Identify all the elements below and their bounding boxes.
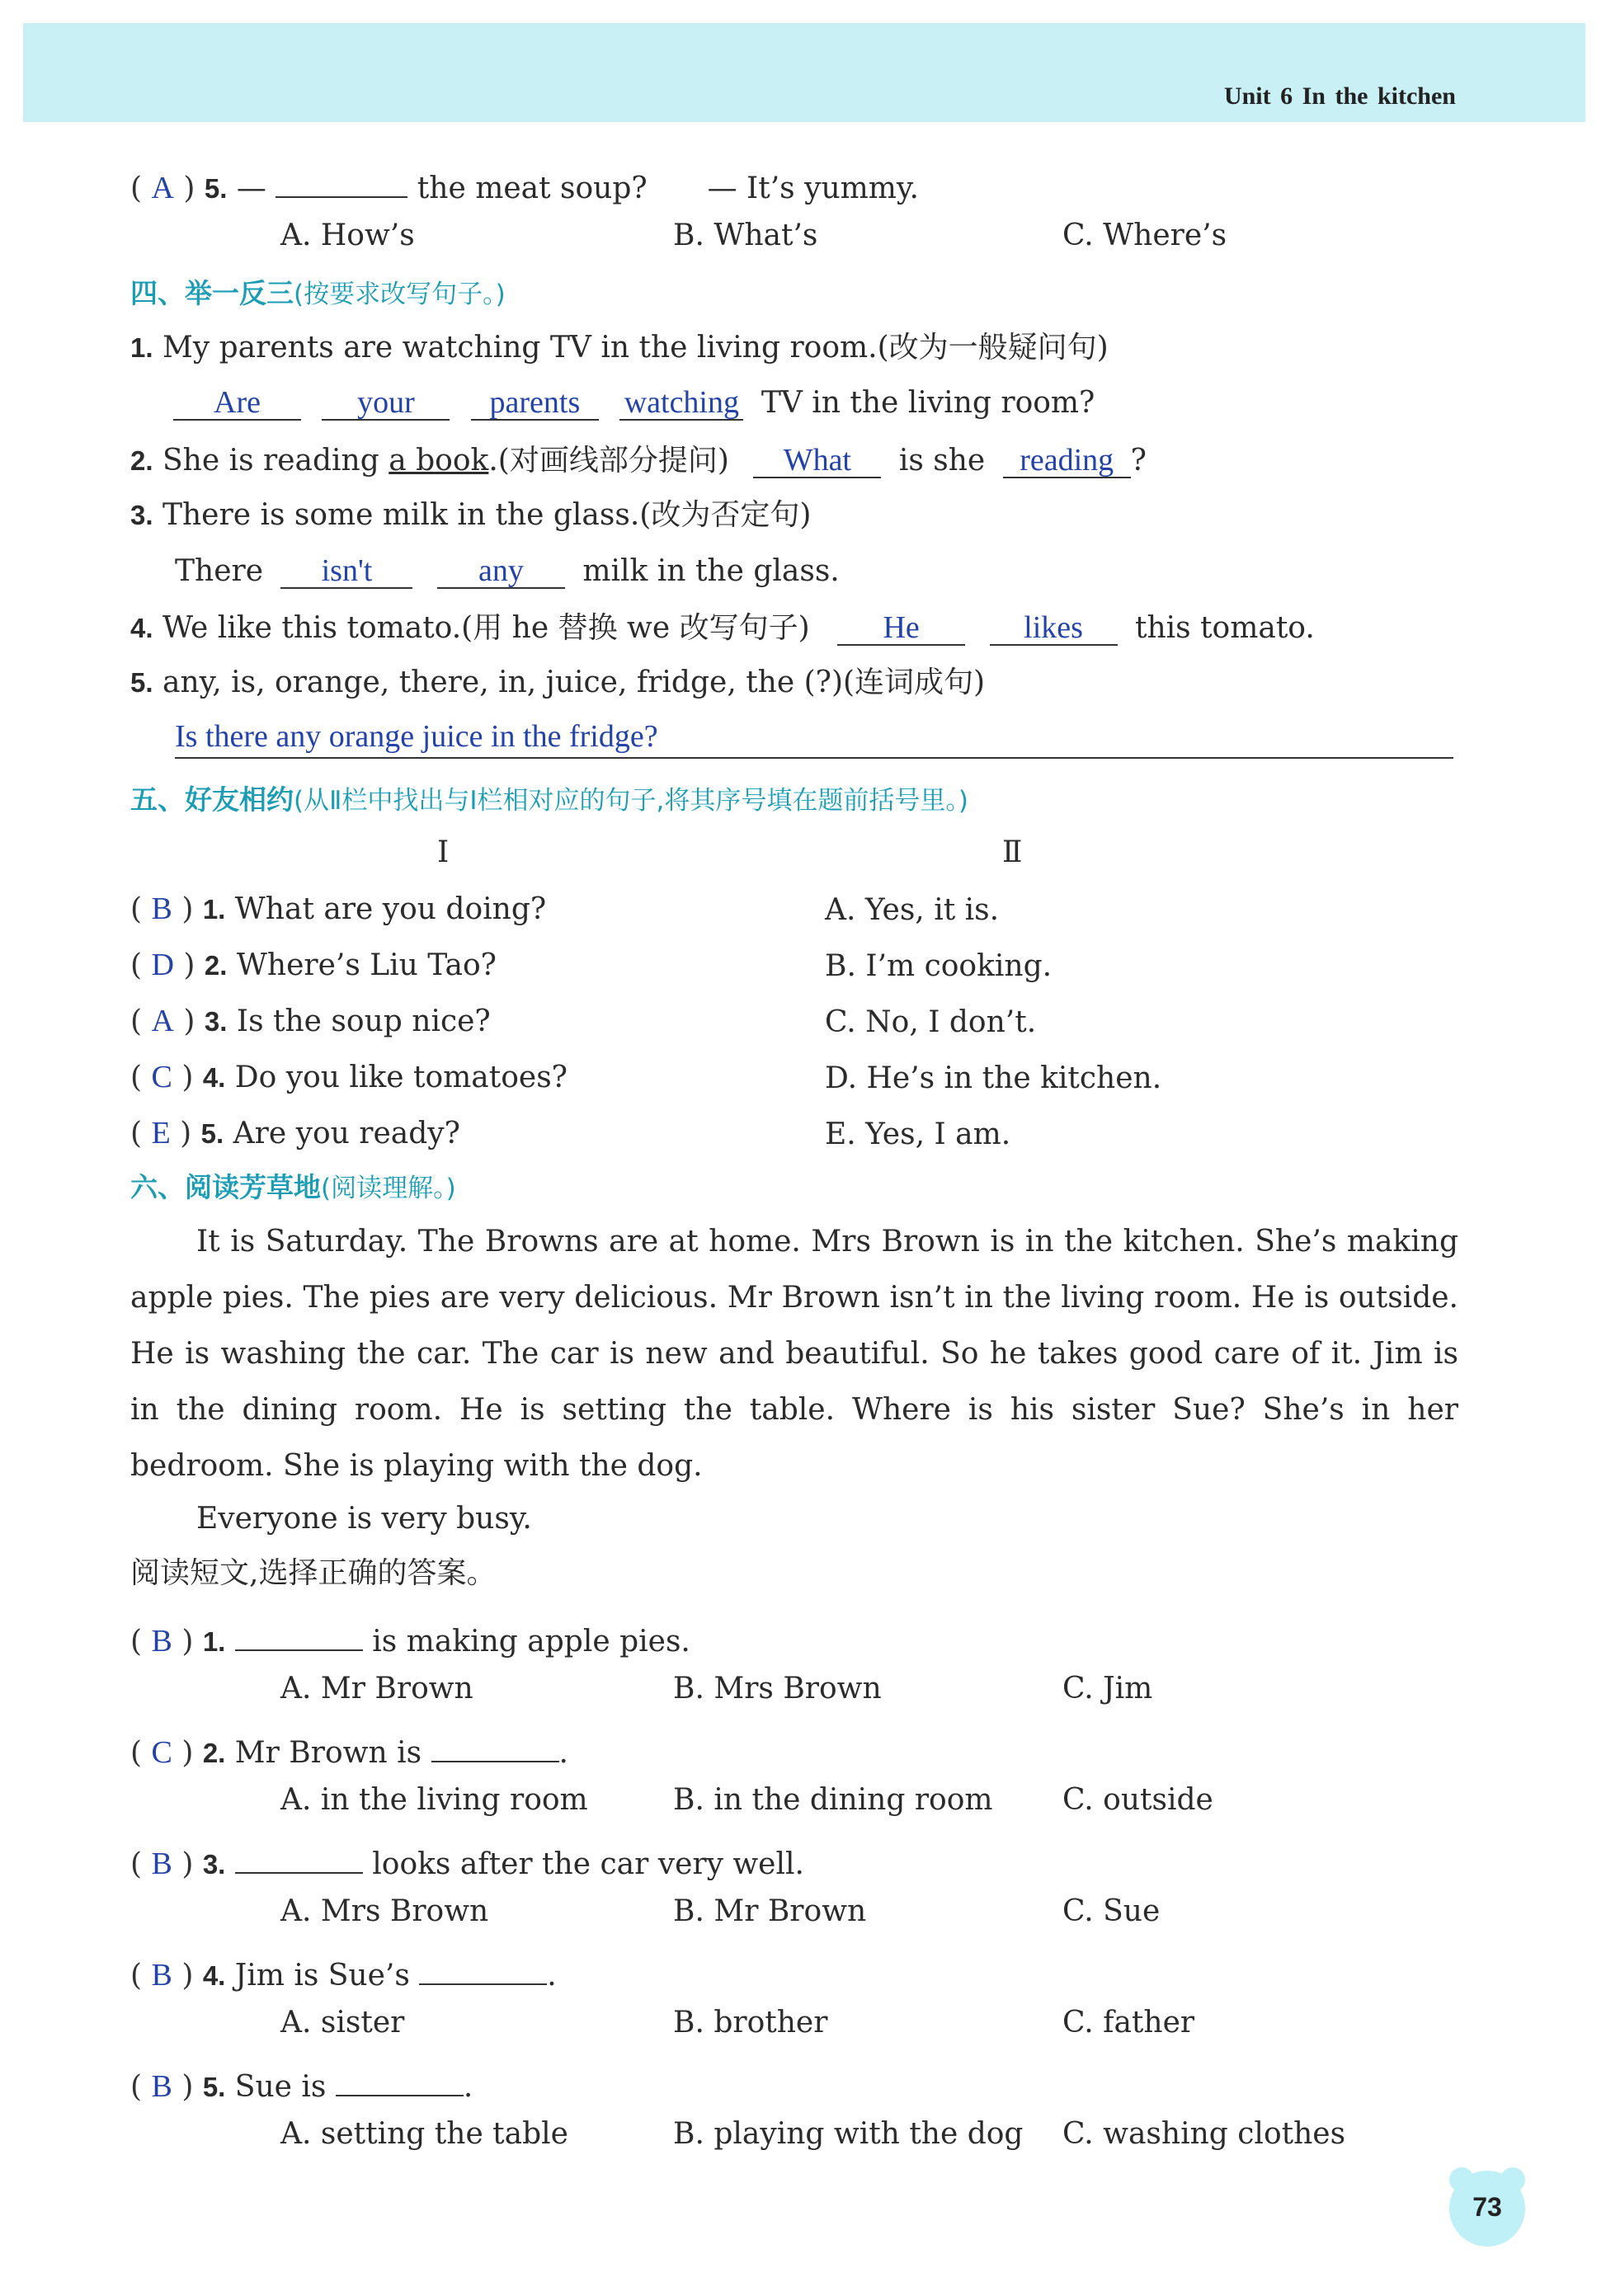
- reading-question-3: ( B ) 3. looks after the car very well.: [130, 1839, 804, 1880]
- match-row: ( C ) 4. Do you like tomatoes?: [130, 1060, 568, 1094]
- answer-letter: B: [151, 1624, 172, 1658]
- option-a[interactable]: A. sister: [280, 2006, 405, 2040]
- answer-letter: C: [151, 1735, 172, 1770]
- option-a[interactable]: A. Mr Brown: [280, 1672, 473, 1706]
- sec4-item-2: [130, 444, 1147, 478]
- question-text: is she: [898, 444, 986, 478]
- question-text: Sue is: [234, 2070, 327, 2104]
- section-subtitle: (阅读理解。): [321, 1174, 456, 1203]
- answer-blank[interactable]: your: [322, 386, 450, 421]
- option-a[interactable]: A. Mrs Brown: [280, 1894, 489, 1928]
- question-text: We like this tomato.(用 he 替换 we 改写句子): [162, 611, 810, 645]
- question-number: 3.: [130, 500, 153, 530]
- sec4-item-3-answer: [175, 554, 840, 589]
- question-number: 5.: [202, 2072, 226, 2102]
- answer-blank[interactable]: watching: [619, 386, 743, 421]
- match-row: ( E ) 5. Are you ready?: [130, 1116, 460, 1150]
- answer-blank[interactable]: What: [753, 444, 881, 478]
- fill-blank[interactable]: [336, 2062, 464, 2096]
- question-text: She is reading: [162, 444, 389, 478]
- sec4-item-5: [130, 668, 985, 698]
- question-text: There: [175, 554, 264, 588]
- answer-letter: C: [151, 1060, 172, 1094]
- question-text: Where’s Liu Tao?: [236, 948, 497, 982]
- question-text: looks after the car very well.: [372, 1847, 804, 1881]
- option-b[interactable]: B. in the dining room: [673, 1783, 993, 1817]
- option-a[interactable]: A. in the living room: [280, 1783, 588, 1817]
- match-option: C. No, I don’t.: [825, 1005, 1037, 1039]
- answer-blank[interactable]: likes: [990, 611, 1118, 646]
- question-text: Is the soup nice?: [236, 1004, 491, 1038]
- underlined-phrase: a book: [389, 444, 489, 478]
- question-tail: milk in the glass.: [582, 554, 840, 588]
- question-number: 3.: [204, 1006, 228, 1037]
- option-c[interactable]: C. father: [1062, 2006, 1195, 2040]
- option-a[interactable]: A. setting the table: [280, 2117, 568, 2151]
- match-row: ( A ) 3. Is the soup nice?: [130, 1004, 491, 1038]
- question-text: My parents are watching TV in the living room.(改为一般疑问句): [162, 331, 1109, 365]
- reading-question-2: ( C ) 2. Mr Brown is .: [130, 1728, 568, 1768]
- question-text: any, is, orange, there, in, juice, fridge, the (?)(连词成句): [162, 666, 986, 699]
- question-text: Do you like tomatoes?: [234, 1061, 568, 1094]
- question-number: 4.: [202, 1062, 226, 1093]
- option-c[interactable]: C. Where’s: [1062, 219, 1227, 252]
- question-number: 1.: [130, 332, 153, 363]
- question-text: is making apple pies.: [372, 1625, 690, 1658]
- answer-blank[interactable]: isn't: [280, 554, 412, 589]
- question-number: 2.: [202, 1738, 226, 1768]
- question-number: 2.: [204, 950, 228, 981]
- answer-letter: B: [151, 1958, 172, 1993]
- reading-passage-end: Everyone is very busy.: [196, 1502, 532, 1536]
- question-number: 5.: [200, 1118, 224, 1149]
- question-number: 1.: [202, 1626, 226, 1657]
- question-number: 5.: [204, 173, 228, 204]
- section-title: 五、好友相约: [130, 783, 294, 816]
- answer-blank[interactable]: Are: [173, 386, 301, 421]
- fill-blank[interactable]: [276, 163, 407, 198]
- sec4-item-1: [130, 333, 1109, 363]
- reply-text: — It’s yummy.: [707, 172, 919, 205]
- reading-question-5: ( B ) 5. Sue is .: [130, 2062, 473, 2102]
- section-5-heading: [130, 779, 968, 817]
- match-option: A. Yes, it is.: [825, 893, 1000, 927]
- answer-q5-top: A: [151, 171, 174, 205]
- question-text: .: [547, 1959, 557, 1993]
- sec4-item-3: [130, 498, 812, 532]
- reading-passage: It is Saturday. The Browns are at home. Mrs Brown is in the kitchen. She’s making apple pies. The pies are very delicious. Mr Brown isn’t in the living room. He is outside. He is washing the car. The car is new and beautiful. So he takes good care of it. Jim is in the dining room. He is setting the table. Where is his sister Sue? She’s in her bedroom. She is playing with the dog.: [130, 1225, 1458, 1483]
- answer-letter: B: [151, 892, 172, 926]
- match-row: ( D ) 2. Where’s Liu Tao?: [130, 948, 497, 982]
- answer-sentence: Is there any orange juice in the fridge?: [175, 719, 658, 754]
- question-text: the meat soup?: [417, 172, 648, 205]
- question-text: Are you ready?: [233, 1117, 460, 1150]
- answer-blank[interactable]: any: [437, 554, 565, 589]
- reading-instruction: 阅读短文,选择正确的答案。: [130, 1556, 497, 1590]
- reading-question-4: ( B ) 4. Jim is Sue’s .: [130, 1950, 557, 1991]
- match-row: ( B ) 1. What are you doing?: [130, 892, 547, 926]
- option-b[interactable]: B. Mr Brown: [673, 1894, 867, 1928]
- fill-blank[interactable]: [235, 1839, 363, 1874]
- question-number: 3.: [202, 1849, 226, 1880]
- match-option: E. Yes, I am.: [825, 1117, 1011, 1151]
- answer-blank[interactable]: parents: [471, 386, 599, 421]
- q5-top-line: ( A ) 5. — the meat soup? — It’s yummy.: [130, 163, 919, 204]
- question-number: 4.: [202, 1960, 226, 1991]
- answer-letter: B: [151, 2069, 172, 2104]
- answer-letter: A: [151, 1004, 174, 1038]
- option-c[interactable]: C. Jim: [1062, 1672, 1153, 1706]
- question-number: 5.: [130, 667, 153, 698]
- section-subtitle: (从Ⅱ栏中找出与Ⅰ栏相对应的句子,将其序号填在题前括号里。): [294, 786, 968, 816]
- option-c[interactable]: C. washing clothes: [1062, 2117, 1346, 2151]
- reading-question-1: ( B ) 1. is making apple pies.: [130, 1616, 690, 1657]
- answer-blank[interactable]: He: [837, 611, 965, 646]
- fill-blank[interactable]: [431, 1728, 559, 1762]
- question-number: 2.: [130, 445, 153, 476]
- question-tail: this tomato.: [1135, 611, 1315, 645]
- option-a[interactable]: A. How’s: [280, 219, 415, 252]
- answer-letter: D: [151, 948, 174, 982]
- sec4-item-4: [130, 611, 1315, 646]
- answer-letter: E: [151, 1116, 171, 1150]
- page-header-title: Unit 6 In the kitchen: [1223, 82, 1456, 110]
- fill-blank[interactable]: [235, 1616, 363, 1651]
- match-option: B. I’m cooking.: [825, 949, 1053, 983]
- option-c[interactable]: C. outside: [1062, 1783, 1213, 1817]
- question-text: .(对画线部分提问): [488, 444, 729, 478]
- question-tail: ?: [1130, 444, 1147, 478]
- question-text: .: [558, 1736, 568, 1770]
- question-number: 4.: [130, 613, 153, 643]
- section-subtitle: (按要求改写句子。): [294, 280, 506, 309]
- page-number: 73: [1472, 2192, 1502, 2222]
- question-text: Mr Brown is: [234, 1736, 422, 1770]
- section-title: 六、阅读芳草地: [130, 1171, 321, 1203]
- question-text: There is some milk in the glass.(改为否定句): [162, 498, 812, 532]
- sec4-item-1-answer: [173, 386, 1095, 421]
- question-number: 1.: [202, 894, 226, 925]
- option-b[interactable]: B. playing with the dog: [673, 2117, 1024, 2151]
- fill-blank[interactable]: [419, 1950, 547, 1985]
- page-number-badge: [1449, 2171, 1525, 2247]
- option-b[interactable]: B. brother: [673, 2006, 828, 2040]
- question-text: .: [463, 2070, 473, 2104]
- answer-letter: B: [151, 1847, 172, 1881]
- option-b[interactable]: B. What’s: [673, 219, 818, 252]
- column-2-header: Ⅱ: [1002, 835, 1023, 869]
- column-1-header: Ⅰ: [437, 835, 450, 869]
- dash: —: [236, 172, 266, 205]
- question-text: What are you doing?: [234, 892, 547, 926]
- section-6-heading: [130, 1166, 456, 1205]
- sec4-item-5-answer-line[interactable]: [175, 721, 1453, 759]
- option-c[interactable]: C. Sue: [1062, 1894, 1161, 1928]
- answer-blank[interactable]: reading: [1003, 444, 1131, 478]
- section-title: 四、举一反三: [130, 277, 294, 309]
- question-text: Jim is Sue’s: [234, 1959, 410, 1993]
- question-tail: TV in the living room?: [761, 386, 1095, 420]
- match-option: D. He’s in the kitchen.: [825, 1061, 1162, 1095]
- section-4-heading: [130, 272, 506, 311]
- option-b[interactable]: B. Mrs Brown: [673, 1672, 882, 1706]
